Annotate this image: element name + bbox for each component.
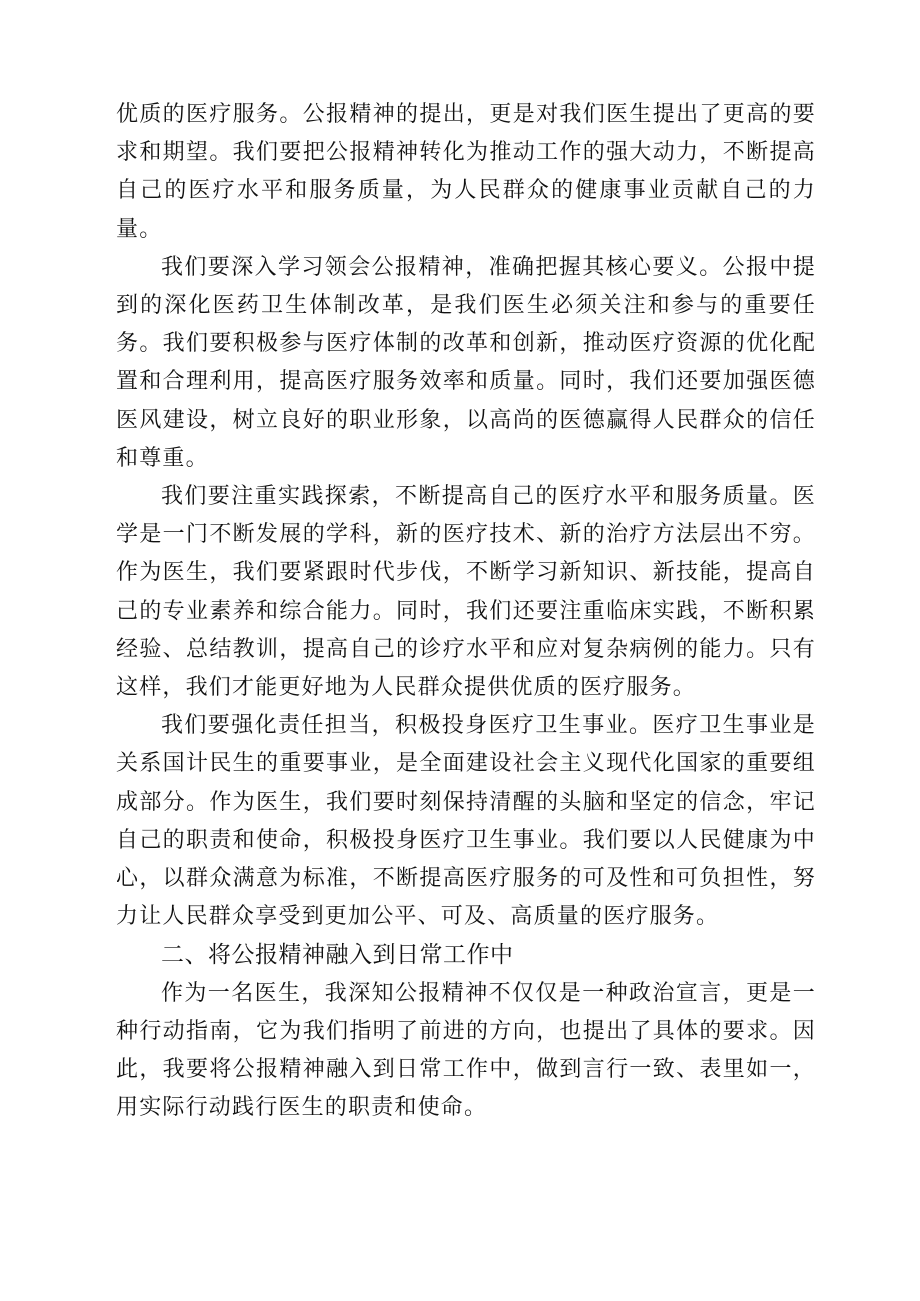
- section-heading: 二、将公报精神融入到日常工作中: [161, 942, 514, 969]
- paragraph-study-spirit: 我们要深入学习领会公报精神，准确把握其核心要义。公报中提到的深化医药卫生体制改革，是我们医生必须关注和参与的重要任务。我们要积极参与医疗体制的改革和创新，推动医疗资源的优化配置和合理利用，提高医疗服务效率和质量。同时，我们还要加强医德医风建设，树立良好的职业形象，以高尚的医德赢得人民群众的信任和尊重。: [116, 254, 816, 471]
- document-body: [116, 96, 816, 1127]
- paragraph-responsibility: 我们要强化责任担当，积极投身医疗卫生事业。医疗卫生事业是关系国计民生的重要事业，是全面建设社会主义现代化国家的重要组成部分。作为医生，我们要时刻保持清醒的头脑和坚定的信念，牢记自己的职责和使命，积极投身医疗卫生事业。我们要以人民健康为中心，以群众满意为标准，不断提高医疗服务的可及性和可负担性，努力让人民群众享受到更加公平、可及、高质量的医疗服务。: [116, 713, 816, 930]
- paragraph-daily-work: 作为一名医生，我深知公报精神不仅仅是一种政治宣言，更是一种行动指南，它为我们指明了前进的方向，也提出了具体的要求。因此，我要将公报精神融入到日常工作中，做到言行一致、表里如一，用实际行动践行医生的职责和使命。: [116, 980, 816, 1121]
- paragraph-continuation: 优质的医疗服务。公报精神的提出，更是对我们医生提出了更高的要求和期望。我们要把公报精神转化为推动工作的强大动力，不断提高自己的医疗水平和服务质量，为人民群众的健康事业贡献自己的力量。: [116, 102, 816, 242]
- paragraph-practice-exploration: 我们要注重实践探索，不断提高自己的医疗水平和服务质量。医学是一门不断发展的学科，新的医疗技术、新的治疗方法层出不穷。作为医生，我们要紧跟时代步伐，不断学习新知识、新技能，提高自己的专业素养和综合能力。同时，我们还要注重临床实践，不断积累经验、总结教训，提高自己的诊疗水平和应对复杂病例的能力。只有这样，我们才能更好地为人民群众提供优质的医疗服务。: [116, 484, 816, 701]
